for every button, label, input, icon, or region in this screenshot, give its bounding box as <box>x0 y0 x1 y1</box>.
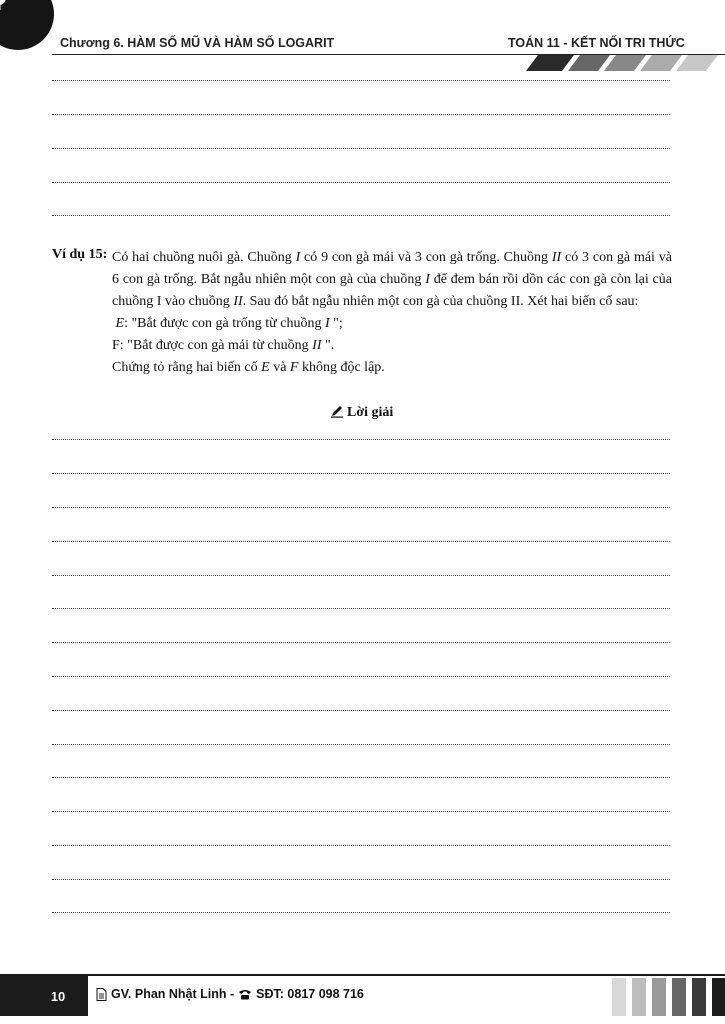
answer-line <box>52 148 670 149</box>
footer-author <box>96 987 364 1001</box>
answer-line <box>52 80 670 81</box>
answer-line <box>52 608 670 609</box>
answer-line <box>52 182 670 183</box>
tree-logo-icon <box>0 0 12 14</box>
example-label: Ví dụ 15: <box>52 247 108 262</box>
answer-line <box>52 676 670 677</box>
answer-line <box>52 811 670 812</box>
answer-line <box>52 473 670 474</box>
answer-line <box>52 777 670 778</box>
footer-stripes-decoration <box>612 978 725 1016</box>
example-problem: Có hai chuồng nuôi gà. Chuồng I có 9 con gà mái và 3 con gà trống. Chuồng II có 3 con gà mái và 6 con gà trống. Bắt ngẫu nhiên một con gà của chuồng I để đem bán rồi dồn các con gà còn lại của chuồng I vào chuồng II. Sau đó bắt ngẫu nhiên một con gà của chuồng II. Xét hai biến cố sau: <box>112 250 672 309</box>
footer-divider <box>0 974 725 976</box>
document-icon <box>96 988 107 1001</box>
answer-line <box>52 642 670 643</box>
answer-line <box>52 439 670 440</box>
pencil-icon <box>330 404 344 418</box>
logo <box>0 0 54 50</box>
phone-icon <box>238 989 252 1000</box>
chapter-title: Chương 6. HÀM SỐ MŨ VÀ HÀM SỐ LOGARIT <box>60 36 335 50</box>
answer-line <box>52 215 670 216</box>
answer-line <box>52 575 670 576</box>
event-e: E: "Bắt được con gà trống từ chuồng I "; <box>115 316 343 331</box>
header-stripes-decoration <box>518 55 725 71</box>
answer-line <box>52 912 670 913</box>
author-name: GV. Phan Nhật Linh - <box>111 987 235 1001</box>
event-f: F: "Bắt được con gà mái từ chuồng II ". <box>112 338 335 353</box>
answer-line <box>52 845 670 846</box>
solution-heading: Lời giải <box>330 404 393 421</box>
author-phone: SĐT: 0817 098 716 <box>256 987 364 1001</box>
answer-line <box>52 879 670 880</box>
answer-line <box>52 710 670 711</box>
answer-line <box>52 114 670 115</box>
page-number: 10 <box>0 976 88 1016</box>
book-title: TOÁN 11 - KẾT NỐI TRI THỨC <box>508 36 685 50</box>
answer-line <box>52 507 670 508</box>
example-body <box>112 247 672 379</box>
answer-line <box>52 744 670 745</box>
answer-line <box>52 541 670 542</box>
prove-statement: Chứng tỏ rằng hai biến cố E và F không độc lập. <box>112 360 385 375</box>
